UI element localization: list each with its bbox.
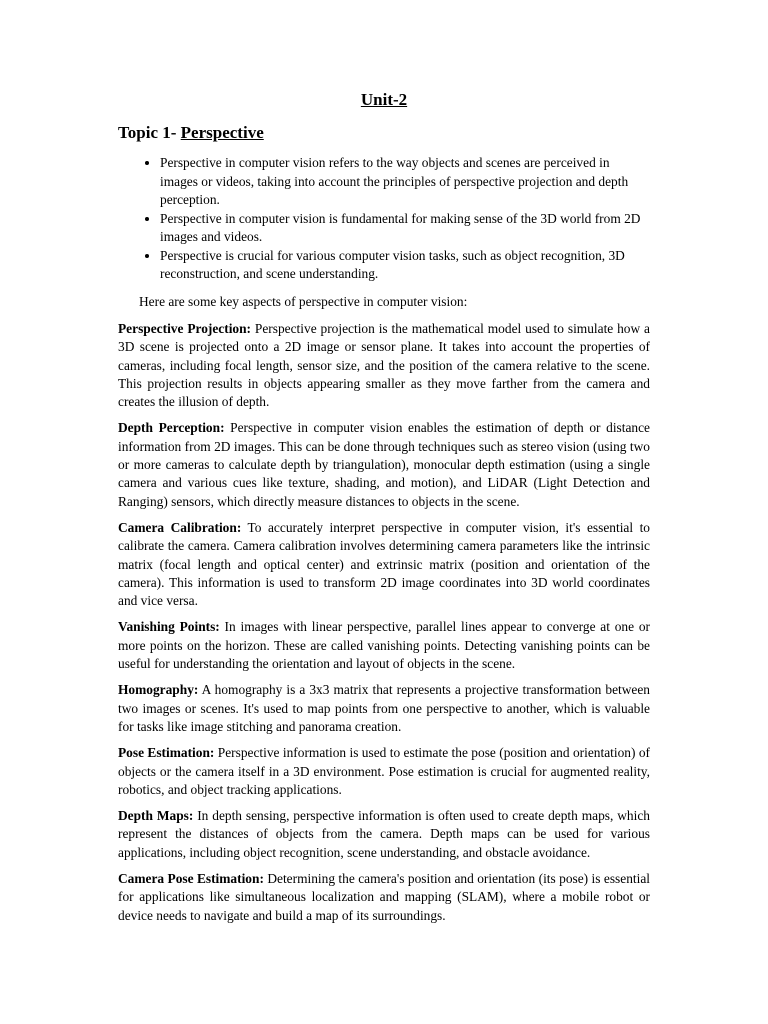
section-heading: Camera Calibration: xyxy=(118,519,242,535)
section-heading: Perspective Projection: xyxy=(118,321,252,336)
section-depth-maps xyxy=(118,807,650,862)
topic-name: Perspective xyxy=(180,123,264,142)
bullet-item: • Perspective in computer vision refers to the way objects and scenes are perceived in images or videos, taking into account the principles of perspective projection and depth perception. xyxy=(160,154,650,210)
section-perspective-projection xyxy=(118,320,650,411)
section-text: Perspective in computer vision enables the estimation of depth or distance information from 2D images. This can be done through techniques such as stereo vision (using two or more cameras to calculate depth by triangulation), monocular depth estimation (using a single camera and various cues like texture, shading, and motion), and LiDAR (Light Detection and Ranging) sensors, which directly measure distances to objects in the scene. xyxy=(118,420,650,509)
section-text: In depth sensing, perspective information is often used to create depth maps, which represent the distances of objects from the camera. Depth maps can be used for various applications, including object recognition, scene understanding, and obstacle avoidance. xyxy=(118,808,650,860)
section-text: To accurately interpret perspective in computer vision, it's essential to calibrate the camera. Camera calibration involves determining camera parameters like the intrinsic matrix (focal length and optical center) and extrinsic matrix (position and orientation of the camera). This information is used to transform 2D image coordinates into 3D world coordinates and vice versa. xyxy=(118,519,650,609)
section-text: In images with linear perspective, parallel lines appear to converge at one or more points on the horizon. These are called vanishing points. Detecting vanishing points can be useful for understanding the orientation and layout of objects in the scene. xyxy=(118,619,650,672)
section-heading: Depth Maps: xyxy=(118,808,194,824)
section-pose-estimation xyxy=(118,744,650,799)
section-heading: Pose Estimation: xyxy=(118,745,215,761)
bullet-item: • Perspective is crucial for various computer vision tasks, such as object recognition, 3D reconstruction, and scene understanding. xyxy=(160,247,650,284)
topic-title xyxy=(118,122,650,144)
section-text: Perspective projection is the mathematical model used to simulate how a 3D scene is projected onto a 2D image or sensor plane. It takes into account the properties of cameras, including focal length, sensor size, and the position of the camera relative to the scene. This projection results in objects appearing smaller as they move farther from the camera and creates the illusion of depth. xyxy=(118,321,651,410)
bullet-item: • Perspective in computer vision is fundamental for making sense of the 3D world from 2D images and videos. xyxy=(160,210,650,247)
topic-prefix: Topic 1- xyxy=(118,123,181,142)
section-heading: Homography: xyxy=(118,682,199,698)
section-heading: Camera Pose Estimation: xyxy=(118,871,264,887)
section-text: Perspective information is used to estimate the pose (position and orientation) of objects or the camera itself in a 3D environment. Pose estimation is crucial for augmented reality, robotics, and object tracking applications. xyxy=(118,745,650,797)
section-text: Determining the camera's position and orientation (its pose) is essential for applications like simultaneous localization and mapping (SLAM), where a mobile robot or device needs to navigate and build a map of its surroundings. xyxy=(118,871,650,923)
bullet-list xyxy=(118,154,650,284)
section-homography xyxy=(118,681,650,736)
intro-text: Here are some key aspects of perspective in computer vision: xyxy=(139,293,468,309)
section-text: A homography is a 3x3 matrix that represents a projective transformation between two images or scenes. It's used to map points from one perspective to another, which is valuable for tasks like image stitching and panorama creation. xyxy=(118,682,650,734)
section-depth-perception xyxy=(118,419,650,510)
section-vanishing-points xyxy=(118,618,650,673)
section-camera-pose-estimation xyxy=(118,870,650,925)
section-camera-calibration xyxy=(118,519,650,610)
section-heading: Vanishing Points: xyxy=(118,619,220,635)
section-heading: Depth Perception: xyxy=(118,420,225,436)
unit-title: Unit-2 xyxy=(360,90,408,109)
